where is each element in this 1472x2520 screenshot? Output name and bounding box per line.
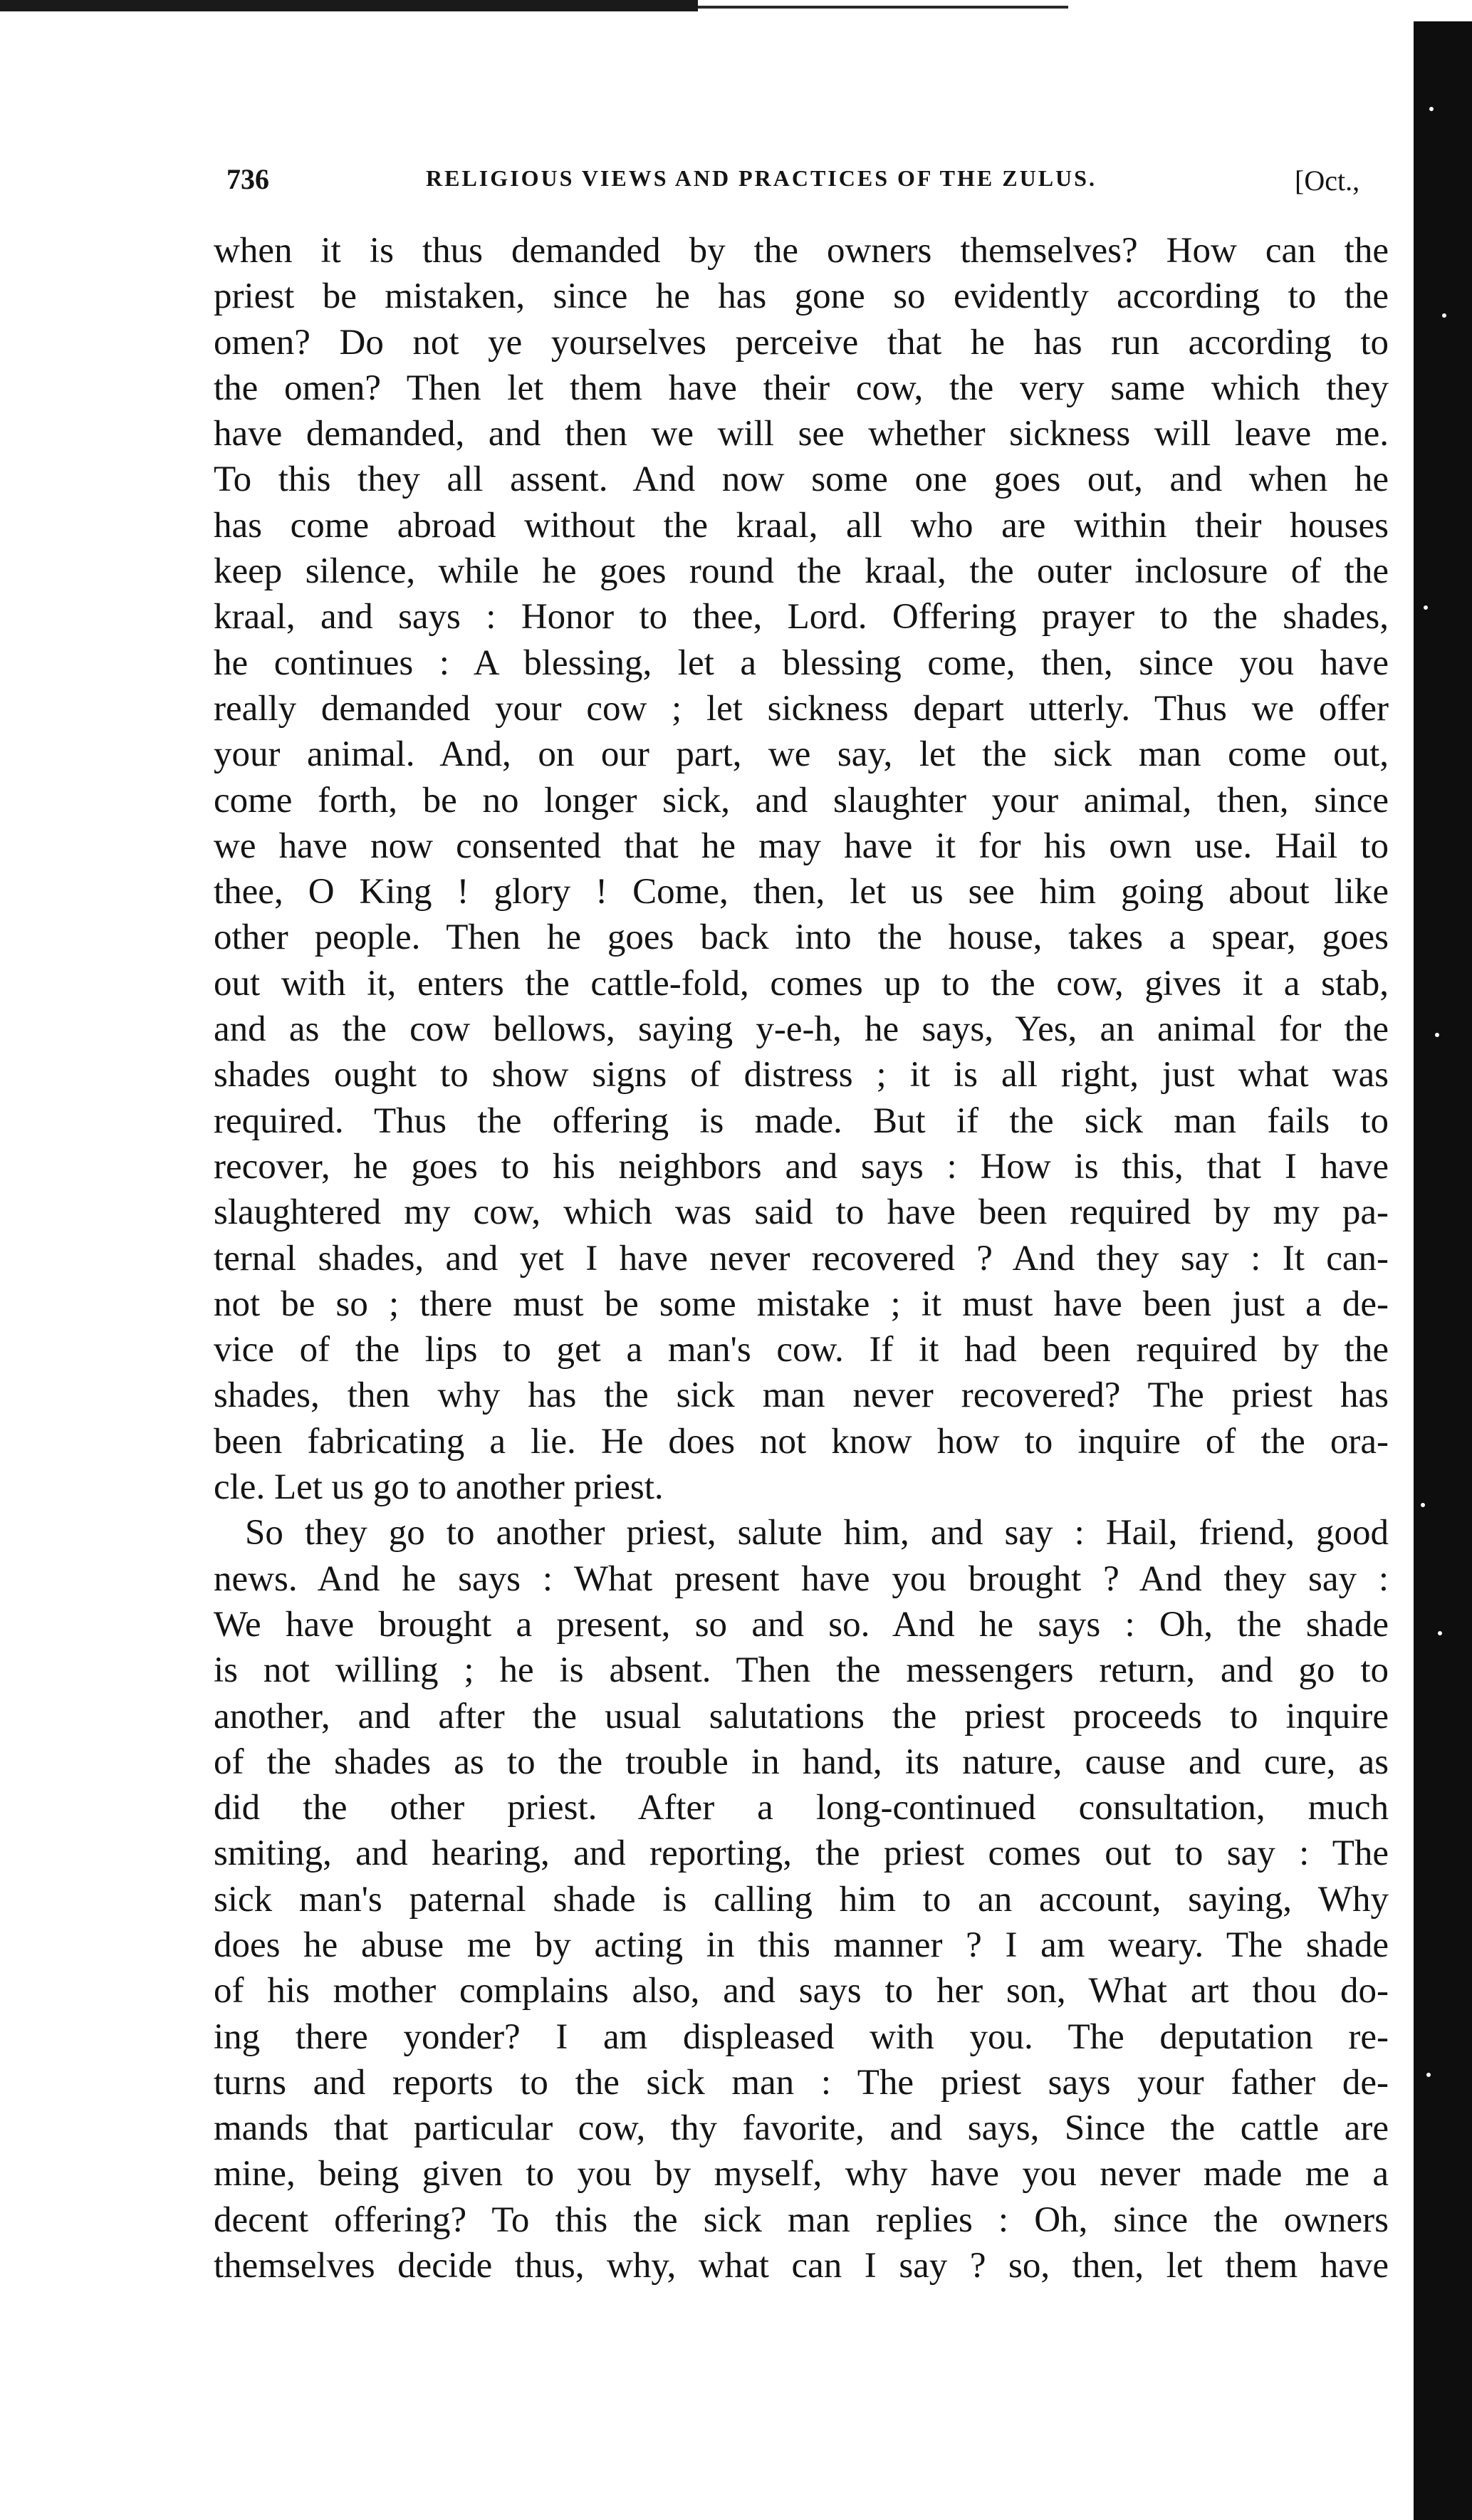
text-line: slaughtered my cow, which was said to have been required by my pa- (214, 1192, 1389, 1233)
text-line: another, and after the usual salutations the priest proceeds to inquire (214, 1696, 1389, 1737)
running-date: [Oct., (1295, 165, 1360, 197)
page-number: 736 (226, 163, 269, 195)
text-line: out with it, enters the cattle-fold, comes up to the cow, gives it a stab, (214, 963, 1389, 1004)
text-line: So they go to another priest, salute him, and say : Hail, friend, good (245, 1513, 1389, 1553)
text-line: we have now consented that he may have it for his own use. Hail to (214, 826, 1389, 866)
text-line: does he abuse me by acting in this manner ? I am weary. The shade (214, 1925, 1389, 1965)
text-line: keep silence, while he goes round the kraal, the outer inclosure of the (214, 551, 1389, 592)
text-line: To this they all assent. And now some one goes out, and when he (214, 459, 1389, 500)
text-line: required. Thus the offering is made. But if the sick man fails to (214, 1100, 1389, 1141)
edge-fleck (1421, 1503, 1425, 1507)
edge-fleck (1438, 1631, 1442, 1635)
text-line: mine, being given to you by myself, why have you never made me a (214, 2154, 1389, 2194)
text-line: the omen? Then let them have their cow, the very same which they (214, 368, 1389, 408)
text-line: vice of the lips to get a man's cow. If it had been required by the (214, 1330, 1389, 1370)
text-line: of his mother complains also, and says to her son, What art thou do- (214, 1971, 1389, 2011)
text-line: has come abroad without the kraal, all who are within their houses (214, 505, 1389, 546)
text-line: decent offering? To this the sick man replies : Oh, since the owners (214, 2199, 1389, 2240)
text-line: mands that particular cow, thy favorite, and says, Since the cattle are (214, 2108, 1389, 2149)
text-line: turns and reports to the sick man : The priest says your father de- (214, 2062, 1389, 2103)
text-line: We have brought a present, so and so. And he says : Oh, the shade (214, 1604, 1389, 1645)
text-line: your animal. And, on our part, we say, let the sick man come out, (214, 734, 1389, 775)
body-text (214, 228, 1389, 2289)
edge-fleck (1424, 605, 1428, 610)
text-line: did the other priest. After a long-continued consultation, much (214, 1788, 1389, 1828)
top-border-rule-thin (698, 6, 1068, 9)
text-line: themselves decide thus, why, what can I say ? so, then, let them have (214, 2246, 1389, 2286)
running-title: RELIGIOUS VIEWS AND PRACTICES OF THE ZULUS. (426, 165, 1097, 191)
text-line: and as the cow bellows, saying y-e-h, he says, Yes, an animal for the (214, 1009, 1389, 1050)
text-line: shades ought to show signs of distress ; it is all right, just what was (214, 1055, 1389, 1095)
text-line: not be so ; there must be some mistake ; it must have been just a de- (214, 1284, 1389, 1324)
text-line: really demanded your cow ; let sickness depart utterly. Thus we offer (214, 688, 1389, 729)
text-line: ternal shades, and yet I have never recovered ? And they say : It can- (214, 1238, 1389, 1279)
text-line: news. And he says : What present have you brought ? And they say : (214, 1558, 1389, 1599)
text-line: is not willing ; he is absent. Then the messengers return, and go to (214, 1650, 1389, 1691)
edge-fleck (1426, 2073, 1431, 2077)
text-line: come forth, be no longer sick, and slaughter your animal, then, since (214, 780, 1389, 821)
page-header (226, 162, 1394, 205)
text-line: recover, he goes to his neighbors and says : How is this, that I have (214, 1146, 1389, 1187)
text-line: when it is thus demanded by the owners themselves? How can the (214, 231, 1389, 271)
text-line: shades, then why has the sick man never recovered? The priest has (214, 1375, 1389, 1416)
text-line: cle. Let us go to another priest. (214, 1467, 664, 1508)
text-line: smiting, and hearing, and reporting, the priest comes out to say : The (214, 1833, 1389, 1874)
text-line: have demanded, and then we will see whether sickness will leave me. (214, 414, 1389, 454)
text-line: he continues : A blessing, let a blessing come, then, since you have (214, 642, 1389, 683)
edge-fleck (1429, 107, 1434, 111)
text-line: other people. Then he goes back into the house, takes a spear, goes (214, 917, 1389, 958)
scanned-page-edge (1414, 21, 1472, 2520)
text-line: thee, O King ! glory ! Come, then, let us see him going about like (214, 872, 1389, 912)
edge-fleck (1435, 1033, 1439, 1037)
text-line: sick man's paternal shade is calling him to an account, saying, Why (214, 1879, 1389, 1920)
top-border-rule (0, 0, 698, 11)
text-line: priest be mistaken, since he has gone so evidently according to the (214, 276, 1389, 317)
text-line: ing there yonder? I am displeased with you. The deputation re- (214, 2016, 1389, 2057)
edge-fleck (1442, 313, 1446, 318)
text-line: of the shades as to the trouble in hand, its nature, cause and cure, as (214, 1741, 1389, 1782)
text-line: kraal, and says : Honor to thee, Lord. Offering prayer to the shades, (214, 597, 1389, 637)
text-line: omen? Do not ye yourselves perceive that he has run according to (214, 322, 1389, 363)
text-line: been fabricating a lie. He does not know how to inquire of the ora- (214, 1421, 1389, 1462)
